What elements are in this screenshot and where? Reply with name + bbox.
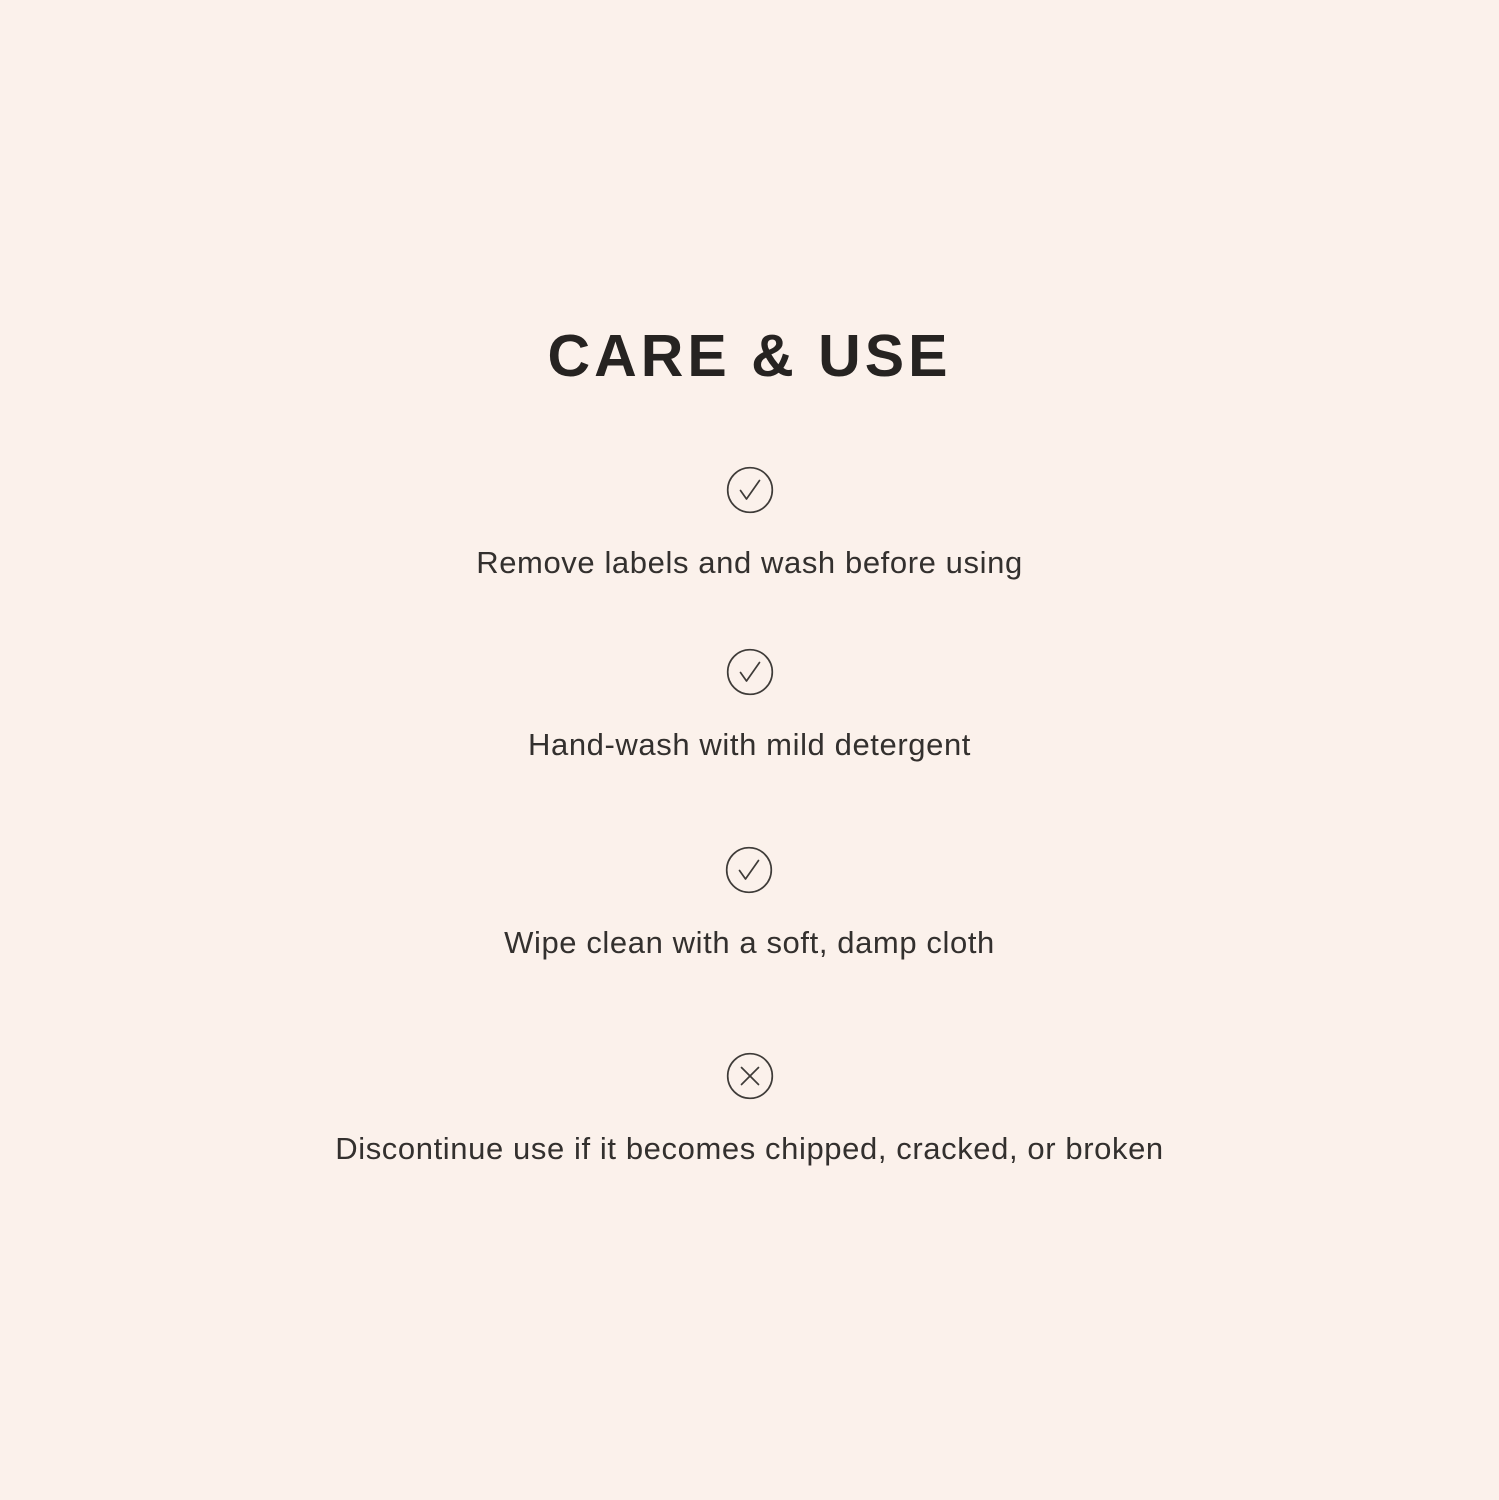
care-item-wipe-clean (504, 846, 995, 962)
care-item-discontinue-use (335, 1052, 1164, 1168)
check-circle-icon (726, 648, 774, 696)
care-item-label: Hand-wash with mild detergent (528, 727, 971, 762)
care-item-label: Remove labels and wash before using (476, 545, 1023, 580)
cross-circle-icon (726, 1052, 774, 1100)
care-item-label: Wipe clean with a soft, damp cloth (504, 925, 995, 960)
check-circle-icon (726, 466, 774, 514)
check-circle-icon (725, 846, 773, 894)
page-title: CARE & USE (547, 323, 952, 389)
care-item-hand-wash (528, 648, 971, 764)
care-item-remove-labels (476, 466, 1023, 582)
care-item-label: Discontinue use if it becomes chipped, cracked, or broken (335, 1131, 1164, 1166)
